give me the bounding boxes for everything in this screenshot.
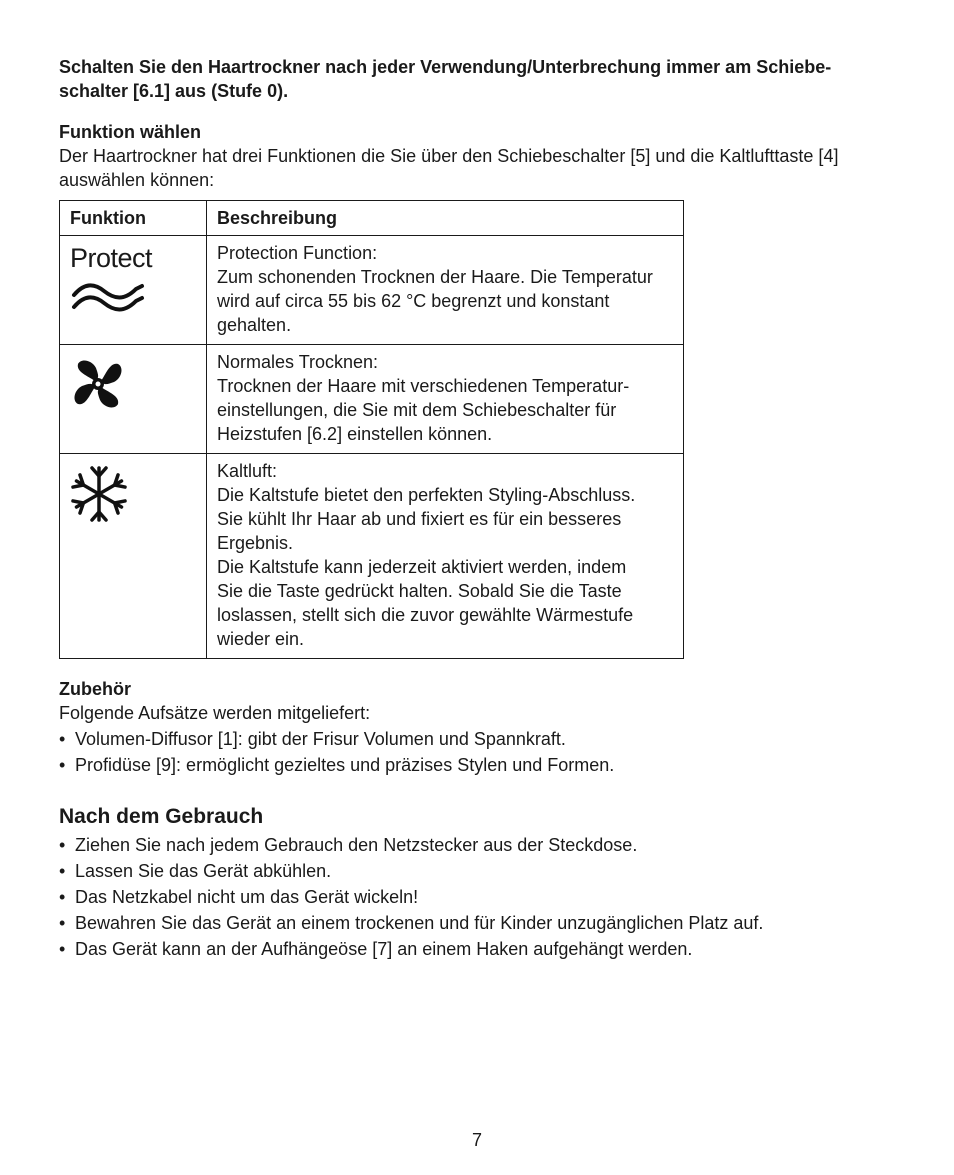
description-line: Die Kaltstufe bietet den perfekten Styling-Abschluss. [217, 485, 636, 505]
description-line: Normales Trocknen: [217, 352, 379, 372]
description-line: Sie kühlt Ihr Haar ab und fixiert es für ein besseres [217, 509, 622, 529]
function-icon-cell [60, 345, 207, 454]
fan-icon [70, 356, 126, 412]
function-icon-cell [60, 236, 207, 345]
zubehoer-list [59, 727, 889, 777]
list-item: • Ziehen Sie nach jedem Gebrauch den Netzstecker aus der Steckdose. [59, 833, 889, 857]
table-row [60, 454, 684, 659]
intro-warning [59, 55, 889, 103]
description-line: Heizstufen [6.2] einstellen können. [217, 424, 493, 444]
description-line: Protection Function: [217, 243, 378, 263]
function-icon-cell [60, 454, 207, 659]
list-item: • Bewahren Sie das Gerät an einem trockenen und für Kinder unzugänglichen Platz auf. [59, 911, 889, 935]
list-item: • Lassen Sie das Gerät abkühlen. [59, 859, 889, 883]
column-header-beschreibung: Beschreibung [207, 201, 684, 236]
protect-wave-icon [70, 279, 146, 319]
protect-label: Protect [70, 243, 153, 273]
zubehoer-text: Folgende Aufsätze werden mitgeliefert: [59, 703, 371, 723]
list-item: • Das Netzkabel nicht um das Gerät wickeln! [59, 885, 889, 909]
funktion-text-line: Der Haartrockner hat drei Funktionen die Sie über den Schiebeschalter [5] und die Kaltlufttaste [4] [59, 146, 839, 166]
gebrauch-list [59, 833, 889, 961]
description-line: Zum schonenden Trocknen der Haare. Die Temperatur [217, 267, 653, 287]
description-line: einstellungen, die Sie mit dem Schiebeschalter für [217, 400, 617, 420]
description-line: Ergebnis. [217, 533, 294, 553]
description-line: Sie die Taste gedrückt halten. Sobald Sie die Taste [217, 581, 622, 601]
description-line: wird auf circa 55 bis 62 °C begrenzt und konstant [217, 291, 610, 311]
column-header-funktion: Funktion [60, 201, 207, 236]
intro-line: schalter [6.1] aus (Stufe 0). [59, 81, 289, 101]
description-line: wieder ein. [217, 629, 305, 649]
zubehoer-heading: Zubehör [59, 679, 131, 699]
intro-line: Schalten Sie den Haartrockner nach jeder Verwendung/Unterbrechung immer am Schiebe- [59, 57, 832, 77]
description-line: Kaltluft: [217, 461, 278, 481]
list-item: • Volumen-Diffusor [1]: gibt der Frisur Volumen und Spannkraft. [59, 727, 889, 751]
function-description [207, 454, 684, 659]
function-table [59, 200, 684, 659]
list-item: • Das Gerät kann an der Aufhängeöse [7] an einem Haken aufgehängt werden. [59, 937, 889, 961]
table-header-row [60, 201, 684, 236]
function-description [207, 236, 684, 345]
table-row [60, 236, 684, 345]
function-description [207, 345, 684, 454]
description-line: loslassen, stellt sich die zuvor gewählte Wärmestufe [217, 605, 634, 625]
list-item: • Profidüse [9]: ermöglicht gezieltes und präzises Stylen und Formen. [59, 753, 889, 777]
manual-page [59, 55, 889, 961]
page-number: 7 [471, 1130, 482, 1150]
gebrauch-heading: Nach dem Gebrauch [59, 805, 264, 828]
table-row [60, 345, 684, 454]
funktion-text [59, 144, 889, 192]
description-line: gehalten. [217, 315, 292, 335]
snowflake-icon [70, 465, 128, 523]
description-line: Die Kaltstufe kann jederzeit aktiviert werden, indem [217, 557, 627, 577]
funktion-heading: Funktion wählen [59, 122, 201, 142]
description-line: Trocknen der Haare mit verschiedenen Temperatur- [217, 376, 630, 396]
funktion-text-line: auswählen können: [59, 170, 215, 190]
